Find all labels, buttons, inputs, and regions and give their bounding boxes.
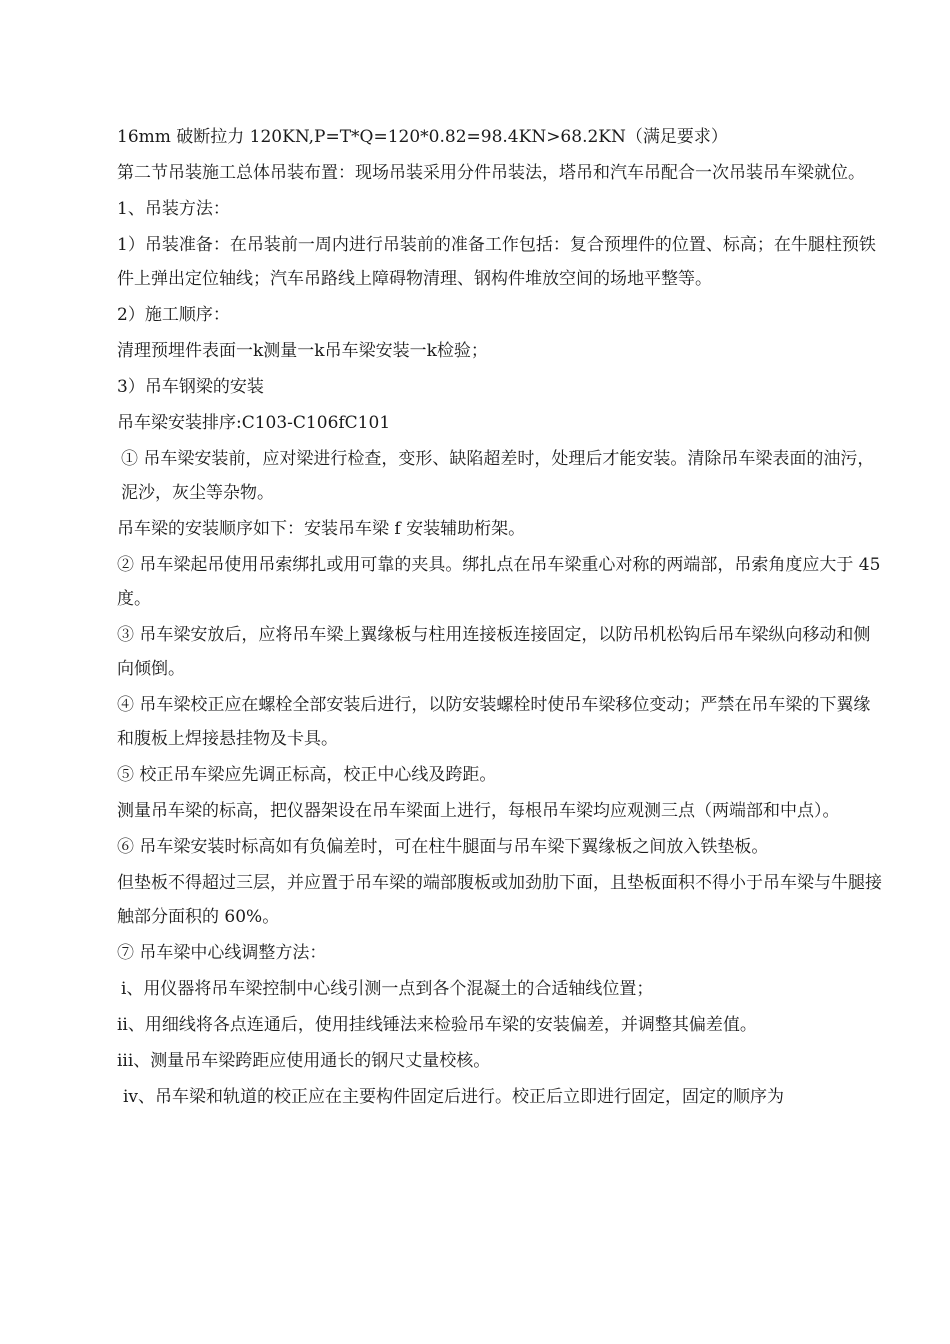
paragraph-step-4: ④ 吊车梁校正应在螺栓全部安装后进行，以防安装螺栓时使吊车梁移位变动；严禁在吊车梁的下翼缘和腹板上焊接悬挂物及卡具。: [117, 695, 871, 749]
paragraph-step-1: ① 吊车梁安装前，应对梁进行检查，变形、缺陷超差时，处理后才能安装。清除吊车梁表面的油污，泥沙，灰尘等杂物。: [121, 449, 875, 503]
paragraph-hoisting-preparation: 1）吊装准备：在吊装前一周内进行吊装前的准备工作包括：复合预埋件的位置、标高；在牛腿柱预铁件上弹出定位轴线；汽车吊路线上障碍物清理、钢构件堆放空间的场地平整等。: [117, 235, 876, 289]
paragraph-install-order: 吊车梁安装排序:C103-C106fC101: [117, 413, 391, 433]
paragraph-substep-ii: ii、用细线将各点连通后，使用挂线锤法来检验吊车梁的安装偏差，并调整其偏差值。: [117, 1015, 757, 1035]
paragraph-crane-beam-install-heading: 3）吊车钢梁的安装: [117, 377, 264, 397]
paragraph-step-3: ③ 吊车梁安放后，应将吊车梁上翼缘板与柱用连接板连接固定，以防吊机松钩后吊车梁纵向移动和侧向倾倒。: [117, 625, 871, 679]
paragraph-step-2: ② 吊车梁起吊使用吊索绑扎或用可靠的夹具。绑扎点在吊车梁重心对称的两端部，吊索角度应大于 45 度。: [117, 555, 881, 609]
paragraph-construction-sequence: 清理预埋件表面一k测量一k吊车梁安装一k检验；: [117, 341, 488, 361]
paragraph-hoisting-method-heading: 1、吊装方法：: [117, 199, 230, 219]
paragraph-substep-iii: iii、测量吊车梁跨距应使用通长的钢尺丈量校核。: [117, 1051, 491, 1071]
paragraph-substep-iv: iv、吊车梁和轨道的校正应在主要构件固定后进行。校正后立即进行固定，固定的顺序为: [123, 1087, 785, 1107]
paragraph-rope-strength: 16mm 破断拉力 120KN,P=T*Q=120*0.82=98.4KN>68.2KN（满足要求）: [117, 127, 728, 147]
paragraph-substep-i: i、用仪器将吊车梁控制中心线引测一点到各个混凝土的合适轴线位置；: [121, 979, 654, 999]
paragraph-elevation-measurement: 测量吊车梁的标高，把仪器架设在吊车梁面上进行，每根吊车梁均应观测三点（两端部和中点）。: [117, 801, 840, 821]
paragraph-step-6: ⑥ 吊车梁安装时标高如有负偏差时，可在柱牛腿面与吊车梁下翼缘板之间放入铁垫板。: [117, 837, 769, 857]
paragraph-step-5: ⑤ 校正吊车梁应先调正标高，校正中心线及跨距。: [117, 765, 497, 785]
paragraph-construction-sequence-heading: 2）施工顺序：: [117, 305, 230, 325]
document-body: [117, 120, 885, 1116]
paragraph-install-sequence: 吊车梁的安装顺序如下：安装吊车梁 f 安装辅助桁架。: [117, 519, 526, 539]
paragraph-step-7: ⑦ 吊车梁中心线调整方法：: [117, 943, 327, 963]
paragraph-section-two-heading: 第二节吊装施工总体吊装布置：现场吊装采用分件吊装法，塔吊和汽车吊配合一次吊装吊车梁就位。: [117, 163, 865, 183]
paragraph-shim-plate-rule: 但垫板不得超过三层，并应置于吊车梁的端部腹板或加劲肋下面，且垫板面积不得小于吊车梁与牛腿接触部分面积的 60%。: [117, 873, 882, 927]
